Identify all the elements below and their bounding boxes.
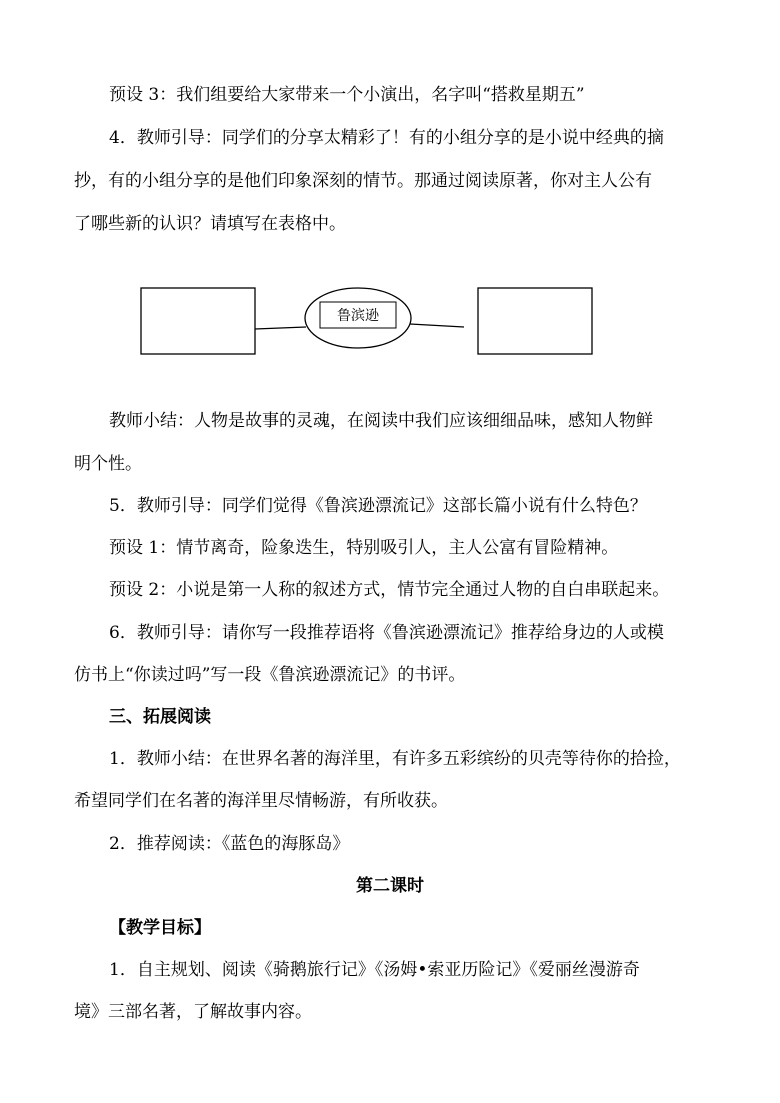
center-label-box	[320, 302, 396, 328]
paragraph-preset-3: 预设 3：我们组要给大家带来一个小演出，名字叫“搭救星期五”	[109, 85, 585, 105]
paragraph-summary-line-1: 教师小结：人物是故事的灵魂，在阅读中我们应该细细品味，感知人物鲜	[109, 411, 653, 431]
left-connector	[255, 327, 306, 329]
paragraph-preset-1: 预设 1：情节离奇，险象迭生，特别吸引人，主人公富有冒险精神。	[109, 538, 619, 558]
paragraph-guide-5: 5．教师引导：同学们觉得《鲁滨逊漂流记》这部长篇小说有什么特色？	[109, 496, 647, 516]
lesson-title: 第二课时	[356, 876, 424, 896]
paragraph-guide-4-line-3: 了哪些新的认识？请填写在表格中。	[74, 214, 346, 234]
paragraph-guide-6-line-1: 6．教师引导：请你写一段推荐语将《鲁滨逊漂流记》推荐给身边的人或模	[109, 623, 664, 643]
right-box	[478, 288, 592, 354]
paragraph-preset-2: 预设 2：小说是第一人称的叙述方式，情节完全通过人物的自白串联起来。	[109, 580, 670, 600]
paragraph-ext-1-line-1: 1．教师小结：在世界名著的海洋里，有许多五彩缤纷的贝壳等待你的拾捡，	[109, 749, 681, 769]
paragraph-guide-6-line-2: 仿书上“你读过吗”写一段《鲁滨逊漂流记》的书评。	[74, 665, 466, 685]
paragraph-goal-1-line-2: 境》三部名著，了解故事内容。	[74, 1002, 312, 1022]
right-connector	[410, 324, 464, 327]
paragraph-summary-line-2: 明个性。	[74, 454, 142, 474]
teaching-goals-heading: 【教学目标】	[109, 918, 211, 938]
center-label: 鲁滨逊	[337, 308, 379, 324]
paragraph-ext-2: 2．推荐阅读：《蓝色的海豚岛》	[109, 834, 350, 854]
center-ellipse	[305, 288, 411, 348]
paragraph-goal-1-line-1: 1．自主规划、阅读《骑鹅旅行记》《汤姆•索亚历险记》《爱丽丝漫游奇	[109, 960, 640, 980]
section-heading-extended-reading: 三、拓展阅读	[109, 707, 211, 727]
paragraph-guide-4-line-2: 抄，有的小组分享的是他们印象深刻的情节。那通过阅读原著，你对主人公有	[74, 171, 652, 191]
paragraph-ext-1-line-2: 希望同学们在名著的海洋里尽情畅游，有所收获。	[74, 791, 448, 811]
left-box	[141, 288, 255, 354]
paragraph-guide-4-line-1: 4．教师引导：同学们的分享太精彩了！有的小组分享的是小说中经典的摘	[109, 128, 664, 148]
